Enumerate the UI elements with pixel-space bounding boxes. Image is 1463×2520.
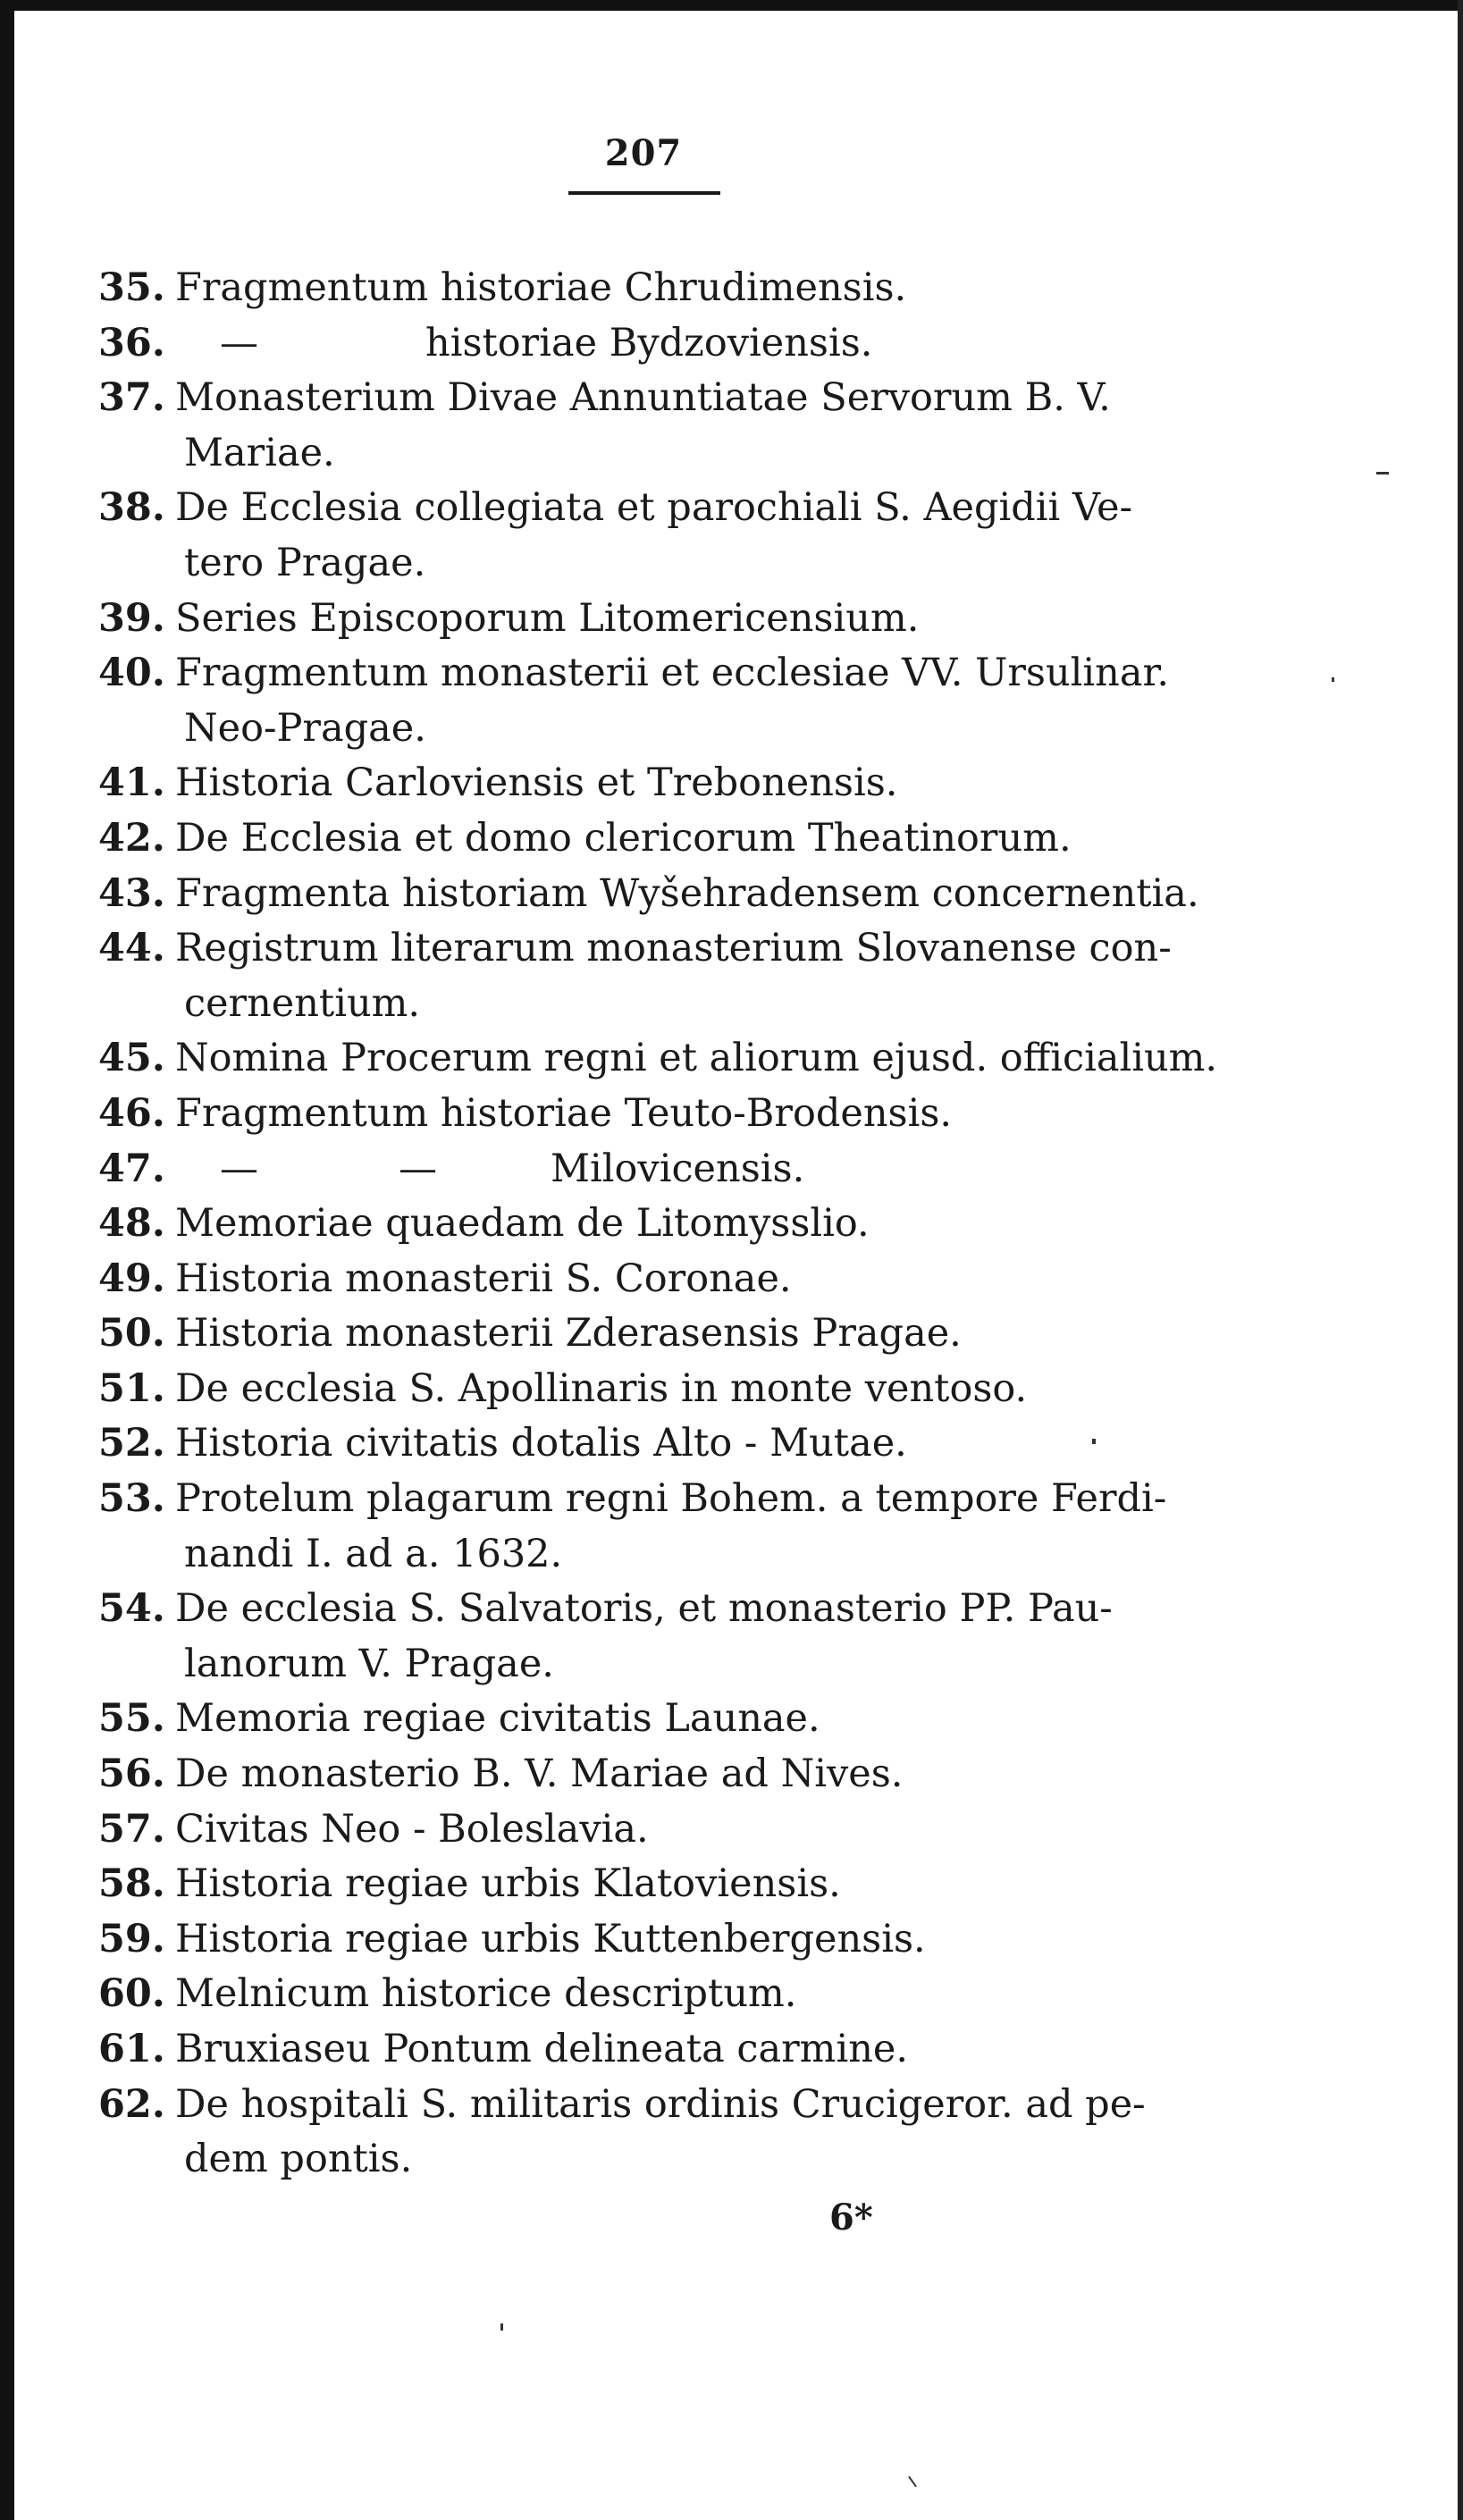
- entry-line: Neo-Pragae.: [184, 705, 426, 751]
- entry-number: 43.: [98, 870, 165, 916]
- entry-number: 50.: [98, 1311, 165, 1357]
- entry-line: Civitas Neo - Boleslavia.: [175, 1806, 649, 1852]
- entry-number: 58.: [98, 1861, 165, 1907]
- entry-number: 37.: [98, 375, 165, 421]
- entry-line: Memoriae quaedam de Litomysslio.: [175, 1201, 870, 1247]
- catalog-entry: [98, 1747, 1180, 1802]
- entry-line: Fragmentum monasterii et ecclesiae VV. Ursulinar.: [175, 651, 1169, 696]
- entry-number: 54.: [98, 1586, 165, 1632]
- entry-number: 36.: [98, 320, 165, 365]
- catalog-entry: [98, 1802, 1180, 1858]
- catalog-entry: [98, 921, 1180, 1031]
- entry-line: Historia regiae urbis Kuttenbergensis.: [175, 1916, 926, 1961]
- entry-number: 44.: [98, 926, 165, 971]
- catalog-entry: [98, 1197, 1180, 1252]
- entry-line: De monasterio B. V. Mariae ad Nives.: [175, 1751, 904, 1797]
- entry-line: Protelum plagarum regni Bohem. a tempore Ferdi-: [175, 1476, 1167, 1522]
- catalog-entry: [98, 646, 1180, 756]
- entry-text: [175, 592, 1180, 647]
- catalog-entry: [98, 1087, 1180, 1142]
- entry-line: lanorum V. Pragae.: [184, 1641, 554, 1686]
- entry-text: [175, 481, 1180, 591]
- scan-speck: [500, 2323, 503, 2331]
- entry-line: Series Episcoporum Litomericensium.: [175, 595, 920, 641]
- catalog-entry: [98, 1912, 1180, 1968]
- entry-line: Melnicum historice descriptum.: [175, 1971, 797, 2017]
- entry-number: 38.: [98, 485, 165, 531]
- entry-text: [175, 1416, 1180, 1472]
- entry-number: 41.: [98, 760, 165, 806]
- ditto-dash: —: [399, 1146, 437, 1191]
- entry-line: Nomina Procerum regni et aliorum ejusd. officialium.: [175, 1036, 1218, 1081]
- scan-border-left: [0, 0, 14, 2520]
- entry-number: 51.: [98, 1365, 165, 1411]
- entry-text: [175, 811, 1180, 867]
- ditto-dash: —: [220, 320, 258, 365]
- catalog-entry: [98, 756, 1180, 811]
- entry-line: Fragmenta historiam Wyšehradensem concernentia.: [175, 870, 1199, 916]
- entry-line-text: historiae Bydzoviensis.: [425, 320, 873, 365]
- scan-border-right: [1458, 0, 1463, 2520]
- entry-text: [175, 1692, 1180, 1747]
- entry-number: 40.: [98, 651, 165, 696]
- entry-line: Bruxiaseu Pontum delineata carmine.: [175, 2027, 909, 2071]
- entry-line: De Ecclesia et domo clericorum Theatinorum.: [175, 815, 1072, 861]
- entry-number: 56.: [98, 1751, 165, 1797]
- catalog-entry: [98, 867, 1199, 922]
- entry-line: cernentium.: [184, 980, 421, 1026]
- entry-text: [175, 1306, 1180, 1362]
- catalog-entry: [98, 1692, 1180, 1747]
- catalog-entry: [98, 1582, 1180, 1692]
- entry-text: [175, 1197, 1180, 1252]
- catalog-entry: [98, 1142, 1180, 1197]
- entry-text: [175, 646, 1180, 756]
- catalog-entry: [98, 811, 1180, 867]
- catalog-entry: [98, 1031, 1218, 1087]
- catalog-entry: [98, 592, 1180, 647]
- entry-text: [175, 867, 1199, 922]
- entry-number: 35.: [98, 265, 165, 310]
- entry-number: 48.: [98, 1201, 165, 1247]
- entry-text: [175, 371, 1180, 481]
- entry-line: Historia monasterii Zderasensis Pragae.: [175, 1311, 962, 1357]
- entry-text: [175, 1087, 1180, 1142]
- entry-line: Historia civitatis dotalis Alto - Mutae.: [175, 1421, 907, 1466]
- entry-line: tero Pragae.: [184, 540, 426, 585]
- catalog-entry: [98, 1362, 1180, 1417]
- entry-number: 47.: [98, 1146, 165, 1191]
- entry-number: 60.: [98, 1971, 165, 2017]
- scan-border-top: [0, 0, 1463, 11]
- entry-line-ditto: [175, 1142, 1180, 1197]
- entry-text: [175, 1252, 1180, 1307]
- catalog-entry: [98, 1416, 1180, 1472]
- scan-speck: [1332, 677, 1334, 682]
- catalog-entry: [98, 1252, 1180, 1307]
- scan-speck: [908, 2476, 917, 2488]
- entry-number: 57.: [98, 1806, 165, 1852]
- entry-text: [175, 2078, 1180, 2188]
- catalog-entry: [98, 2078, 1180, 2188]
- entry-number: 59.: [98, 1916, 165, 1961]
- entry-line: De Ecclesia collegiata et parochiali S. Aegidii Ve-: [175, 485, 1133, 531]
- catalog-entry: [98, 1472, 1180, 1582]
- entry-line: Mariae.: [184, 430, 335, 475]
- catalog-entry: [98, 1857, 1180, 1912]
- entry-number: 42.: [98, 815, 165, 861]
- entry-number: 55.: [98, 1696, 165, 1742]
- entry-text: [175, 2022, 1180, 2078]
- entry-line: nandi I. ad a. 1632.: [184, 1531, 563, 1576]
- entry-text: [175, 921, 1180, 1031]
- entry-text: [175, 1142, 1180, 1197]
- entry-line: Registrum literarum monasterium Slovanense con-: [175, 926, 1172, 971]
- scan-speck: [1376, 472, 1389, 475]
- entry-text: [175, 261, 1180, 316]
- catalog-entry: [98, 316, 1180, 372]
- entry-text: [175, 1857, 1180, 1912]
- entry-line: De ecclesia S. Salvatoris, et monasterio PP. Pau-: [175, 1586, 1113, 1632]
- entry-number: 46.: [98, 1090, 165, 1136]
- entry-line: Monasterium Divae Annuntiatae Servorum B. V.: [175, 375, 1111, 421]
- catalog-entry: [98, 1306, 1180, 1362]
- catalog-entry-list: [98, 261, 1218, 2188]
- catalog-entry: [98, 371, 1180, 481]
- entry-number: 39.: [98, 595, 165, 641]
- entry-number: 61.: [98, 2027, 165, 2071]
- entry-text: [175, 1912, 1180, 1968]
- entry-text: [175, 1472, 1180, 1582]
- scan-speck: [1092, 1439, 1096, 1444]
- entry-line: Fragmentum historiae Teuto-Brodensis.: [175, 1090, 953, 1136]
- entry-text: [175, 316, 1180, 372]
- page-number-rule: [568, 191, 720, 195]
- page-number: 207: [604, 132, 683, 174]
- catalog-entry: [98, 261, 1180, 316]
- entry-text: [175, 1582, 1180, 1692]
- entry-line-ditto: [175, 316, 1180, 372]
- entry-text: [175, 1031, 1217, 1087]
- entry-line: Memoria regiae civitatis Launae.: [175, 1696, 820, 1742]
- entry-number: 52.: [98, 1421, 165, 1466]
- catalog-entry: [98, 481, 1180, 591]
- entry-line: De hospitali S. militaris ordinis Crucigeror. ad pe-: [175, 2081, 1146, 2127]
- entry-text: [175, 1362, 1180, 1417]
- entry-line: Historia monasterii S. Coronae.: [175, 1256, 792, 1301]
- entry-text: [175, 756, 1180, 811]
- entry-line: dem pontis.: [184, 2137, 413, 2182]
- entry-line: Historia regiae urbis Klatoviensis.: [175, 1861, 841, 1907]
- printer-signature-mark: 6*: [829, 2197, 873, 2239]
- entry-number: 45.: [98, 1036, 165, 1081]
- entry-line: Historia Carloviensis et Trebonensis.: [175, 760, 898, 806]
- entry-number: 62.: [98, 2081, 165, 2127]
- entry-line: De ecclesia S. Apollinaris in monte ventoso.: [175, 1365, 1028, 1411]
- entry-text: [175, 1967, 1180, 2022]
- ditto-dash: —: [220, 1146, 258, 1191]
- entry-line-text: Milovicensis.: [551, 1146, 805, 1191]
- catalog-entry: [98, 1967, 1180, 2022]
- catalog-entry: [98, 2022, 1180, 2078]
- entry-text: [175, 1747, 1180, 1802]
- entry-text: [175, 1802, 1180, 1858]
- entry-number: 53.: [98, 1476, 165, 1522]
- entry-line: Fragmentum historiae Chrudimensis.: [175, 265, 907, 310]
- entry-number: 49.: [98, 1256, 165, 1301]
